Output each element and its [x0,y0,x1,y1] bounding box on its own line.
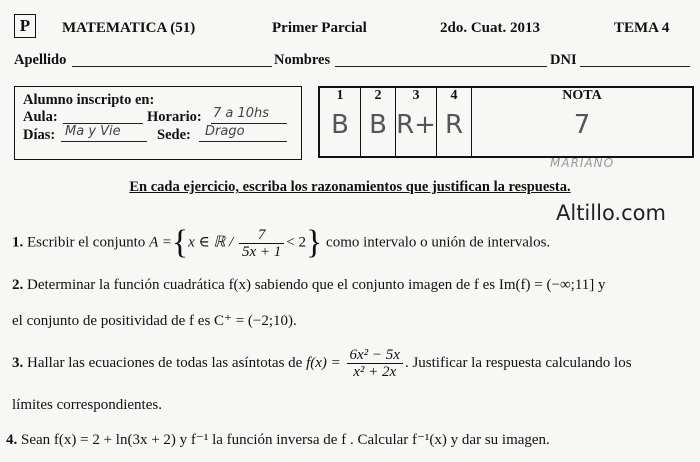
course-title: MATEMATICA (51) [62,20,196,36]
watermark: Altillo.com [556,201,666,225]
grade-value-1: B [331,110,349,140]
sede-value: Drago [205,124,245,139]
horario-value: 7 a 10hs [213,106,270,121]
dias-label: Días: [23,127,56,143]
horario-label: Horario: [147,109,202,125]
question-1: 1. Escribir el conjunto A ={x ∈ ℝ / $\frac{7}{5x + 1}$ < 2} como intervalo o unión de intervalos. [12,224,551,261]
question-4: 4. Sean f(x) = 2 + ln(3x + 2) y f⁻¹ la función inversa de f . Calcular f⁻¹(x) y dar su imagen. [6,432,550,448]
grade-value-2: B [369,110,387,140]
grade-value-4: R [444,110,464,140]
tema: TEMA 4 [614,20,670,36]
question-3: 3. Hallar las ecuaciones de todas las asíntotas de f(x) = $\frac{\text{6x² − 5x}}{\text{x² + 2x}}$ . Justificar la respuesta calculando los [12,347,632,380]
exam-type-box: P [14,14,36,38]
grade-col-1: 1 B [320,88,361,157]
exam-name: Primer Parcial [272,20,367,36]
sede-label: Sede: [157,127,191,143]
question-2-line-1: 2. Determinar la función cuadrática f(x) sabiendo que el conjunto imagen de f es Im(f) = (−∞;11] y [12,277,606,293]
nombres-label: Nombres [274,52,331,68]
student-box-title: Alumno inscripto en: [23,92,155,108]
nota-value: 7 [573,110,591,140]
nota-col: NOTA 7 [472,88,693,157]
student-info-box [14,86,302,160]
grader-signature: MARIANO [550,156,615,170]
instruction: En cada ejercicio, escriba los razonamientos que justifican la respuesta. [129,179,571,195]
grade-value-3: R+ [396,110,436,140]
q3-fraction: $\frac{\text{6x² − 5x}}{\text{x² + 2x}}$ [347,347,403,380]
grades-table [318,86,694,158]
question-3-line-2: límites correspondientes. [12,397,162,413]
dias-field[interactable] [61,141,147,142]
grade-col-2: 2 B [361,88,396,157]
dias-value: Ma y Vie [65,124,121,139]
dni-field[interactable] [580,66,690,67]
term: 2do. Cuat. 2013 [440,20,541,36]
nombres-field[interactable] [335,66,547,67]
question-2-line-2: el conjunto de positividad de f es C⁺ = (−2;10). [12,313,297,329]
apellido-field[interactable] [72,66,272,67]
sede-field[interactable] [199,141,287,142]
apellido-label: Apellido [14,52,67,68]
grade-col-3: 3 R+ [396,88,437,157]
q1-fraction: $\frac{7}{5x + 1}$ [239,227,284,260]
dni-label: DNI [550,52,577,68]
aula-label: Aula: [23,109,58,125]
grade-col-4: 4 R [437,88,472,157]
